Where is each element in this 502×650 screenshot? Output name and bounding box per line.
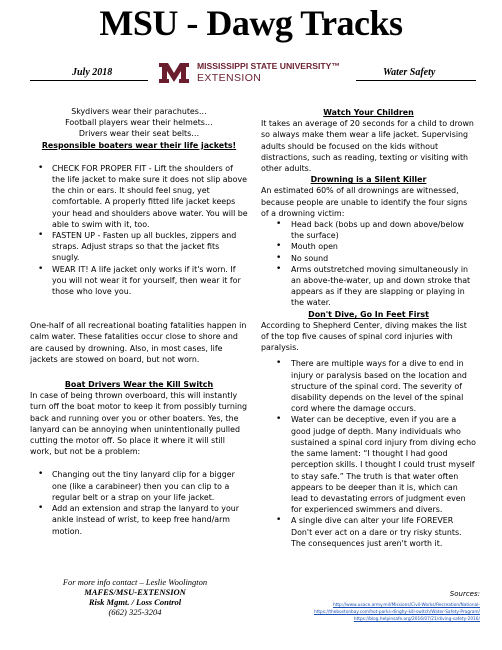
issue-date: July 2018	[72, 67, 113, 78]
sources-label: Sources:	[449, 590, 480, 598]
list-item: • WEAR IT! A life jacket only works if it's worn. If you will not wear it for yourself, then wear it for those who love you.	[30, 264, 248, 298]
list-item: • There are multiple ways for a dive to end in injury or paralysis based on the location and structure of the spinal cord. The severity of disability depends on the level of the spinal cord where the damage occurs.	[261, 358, 476, 414]
drowning-signs	[261, 219, 476, 309]
contact-footer	[30, 577, 240, 617]
intro-line: Football players wear their helmets…	[65, 118, 213, 128]
contact-org: MAFES/MSU-EXTENSION	[84, 587, 186, 597]
list-item: • Arms outstretched moving simultaneously in an above-the-water, up and down stroke that appears as if they are slapping or playing in the water.	[261, 264, 476, 309]
header-rule-left	[30, 80, 148, 81]
kill-switch-paragraph: In case of being thrown overboard, this will instantly turn off the boat motor to keep it from possibly turning back and running over you or other boaters. Yes, the lanyard can be annoying when unintentionally pulled cutting the motor off. So place it where it will still work, but not be a problem:	[30, 391, 248, 457]
source-link[interactable]: http://www.usace.army.mil/Missions/Civil-Works/Recreation/National-	[332, 603, 480, 608]
list-item: • Changing out the tiny lanyard clip for a bigger one (like a carabineer) then you can clip to a regular belt or a strap on your life jacket.	[30, 469, 248, 503]
intro-line: Skydivers wear their parachutes…	[71, 107, 207, 116]
source-link[interactable]: https://thebostonbay.com/hot-parks-dinghy-kill-switch/Water-Safety-Program/	[313, 610, 480, 615]
watch-children-heading: Watch Your Children	[323, 108, 414, 117]
left-column	[30, 106, 248, 537]
list-item: • Mouth open	[261, 241, 476, 252]
list-item: • FASTEN UP - Fasten up all buckles, zippers and straps. Adjust straps so that the jacket fits snugly.	[30, 230, 248, 264]
list-item: • No sound	[261, 253, 476, 264]
list-item: • Head back (bobs up and down above/below the surface)	[261, 219, 476, 241]
list-item: • Water can be deceptive, even if you are a good judge of depth. Many individuals who sustained a spinal cord injury from diving echo the same lament: “I thought I had good perception skills. I thought I could trust myself to stay safe.” The truth is that water often appears to be deeper than it is, which can lead to devastating errors of judgment even for experienced swimmers and divers.	[261, 414, 476, 515]
watch-children-paragraph: It takes an average of 20 seconds for a child to drown so always make them wear a life jacket. Supervising adults should be focused on the kids without distractions, such as reading, texting or visiting with other adults.	[261, 119, 474, 174]
msu-extension-logo	[157, 58, 347, 88]
issue-topic: Water Safety	[383, 67, 436, 78]
kill-switch-tips	[30, 469, 248, 536]
life-jacket-tips	[30, 163, 248, 297]
msu-m-logo-icon	[157, 59, 191, 87]
sources-block	[240, 590, 480, 623]
newsletter-title: MSU - Dawg Tracks	[99, 3, 403, 43]
diving-heading: Don't Dive, Go In Feet First	[308, 309, 429, 319]
intro-line: Drivers wear their seat belts…	[78, 129, 200, 139]
logo-extension: EXTENSION	[197, 72, 262, 84]
logo-university-name: MISSISSIPPI STATE UNIVERSITY™	[197, 61, 340, 71]
fatalities-paragraph: One-half of all recreational boating fatalities happen in calm water. These fatalities occur close to shore and are caused by drowning. Also, in most cases, life jackets are stowed on board, but not worn.	[30, 321, 247, 364]
list-item: • CHECK FOR PROPER FIT - Lift the shoulders of the life jacket to make sure it does not slip above the chin or ears. It should feel snug, yet comfortable. A properly fitted life jacket keeps your head and shoulders above water. You will be able to swim with it, too.	[30, 163, 248, 230]
right-column	[261, 107, 476, 549]
drowning-heading: Drowning is a Silent Killer	[310, 175, 427, 185]
diving-paragraph: According to Shepherd Center, diving makes the list of the top five causes of spinal cord injuries with paralysis.	[261, 320, 467, 353]
source-link[interactable]: https://blog.helpinsafe.org/2016/07/21/diving-safety-2016/	[353, 617, 480, 622]
intro-tagline: Responsible boaters wear their life jackets!	[41, 140, 237, 150]
header-rule-right	[356, 80, 476, 81]
list-item: • Add an extension and strap the lanyard to your ankle instead of wrist, to keep free hand/arm motion.	[30, 503, 248, 537]
contact-phone: (662) 325-3204	[108, 607, 162, 617]
drowning-paragraph: An estimated 60% of all drownings are witnessed, because people are unable to identify the four signs of a drowning victim:	[261, 186, 468, 218]
kill-switch-heading: Boat Drivers Wear the Kill Switch	[64, 380, 214, 390]
list-item: • A single dive can alter your life FOREVER Don't ever act on a dare or try risky stunts. The consequences just aren't worth it.	[261, 515, 476, 549]
contact-dept: Risk Mgmt. / Loss Control	[88, 597, 182, 607]
contact-line: For more info contact – Leslie Woolington	[62, 577, 208, 587]
diving-tips	[261, 358, 476, 548]
